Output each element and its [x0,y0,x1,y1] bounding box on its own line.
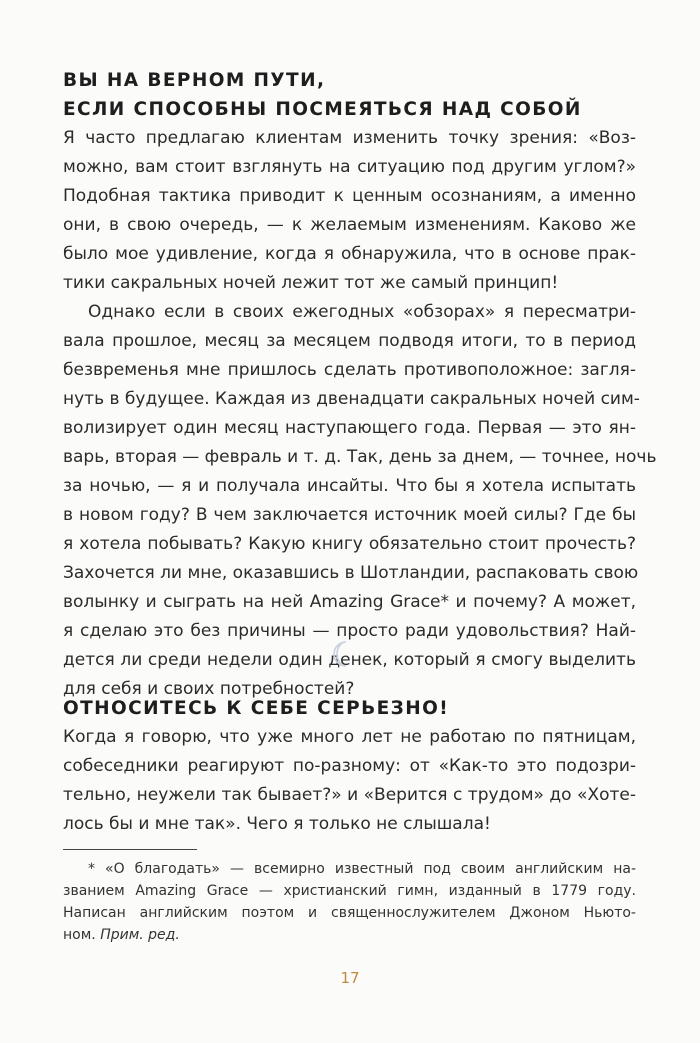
text-line: тики сакральных ночей лежит тот же самый принцип! [63,273,559,293]
text-line: Когда я говорю, что уже много лет не работаю по пятницам, [63,727,636,747]
text-line: вала прошлое, месяц за месяцем подводя итоги, то в период [63,331,636,351]
section-heading-line-1: ВЫ НА ВЕРНОМ ПУТИ, [63,70,326,91]
text-line: Однако если в своих ежегодных «обзорах» я пересматри- [88,302,636,322]
text-line: я сделаю это без причины — просто ради удовольствия? Най- [63,621,636,641]
footnote-line [63,924,636,946]
text-line: они, в свою очередь, — к желаемым изменениям. Каково же [63,215,636,235]
text-line: я хотела побывать? Какую книгу обязательно стоит прочесть? [63,534,636,554]
section-heading-line-2: ЕСЛИ СПОСОБНЫ ПОСМЕЯТЬСЯ НАД СОБОЙ [63,99,582,120]
text-line: Захочется ли мне, оказавшись в Шотландии, распаковать свою [63,563,639,583]
footnote-line: Написан английским поэтом и священнослужителем Джоном Ньюто- [63,905,636,921]
crescent-moon-icon [331,640,353,668]
text-line: было мое удивление, когда я обнаружила, что в основе прак- [63,244,636,264]
text-line: для себя и своих потребностей? [63,679,355,699]
footnote-divider [63,849,197,850]
footnote-line: званием Amazing Grace — христианский гимн, изданный в 1779 году. [63,883,636,899]
editor-note-label: Прим. ред. [100,927,180,943]
page-number: 17 [340,969,360,987]
text-line: Подобная тактика приводит к ценным осознаниям, а именно [63,186,636,206]
text-line: за ночью, — я и получала инсайты. Что бы я хотела испытать [63,476,636,496]
text-line: в новом году? В чем заключается источник моей силы? Где бы [63,505,636,525]
text-line: Я часто предлагаю клиентам изменить точку зрения: «Воз- [63,128,636,148]
text-line: волизирует один месяц наступающего года. Первая — это ян- [63,418,636,438]
text-line: собеседники реагируют по-разному: от «Как-то это подозри- [63,756,636,776]
footnote-line-end: ном. [63,927,96,943]
section-heading-2: ОТНОСИТЕСЬ К СЕБЕ СЕРЬЕЗНО! [63,698,450,719]
text-line: нуть в будущее. Каждая из двенадцати сакральных ночей сим- [63,389,640,409]
text-line: дется ли среди недели один денек, который я смогу выделить [63,650,636,670]
text-line: варь, вторая — февраль и т. д. Так, день за днем, — точнее, ночь [63,447,657,467]
footnote-line: * «О благодать» — всемирно известный под своим английским на- [88,861,636,877]
text-line: можно, вам стоит взглянуть на ситуацию под другим углом?» [63,157,636,177]
text-line: безвременья мне пришлось сделать противоположное: загля- [63,360,636,380]
text-line: тельно, неужели так бывает?» и «Верится с трудом» до «Хоте- [63,785,636,805]
text-line: лось бы и мне так». Чего я только не слышала! [63,814,491,834]
text-line: волынку и сыграть на ней Amazing Grace* и почему? А может, [63,592,636,612]
